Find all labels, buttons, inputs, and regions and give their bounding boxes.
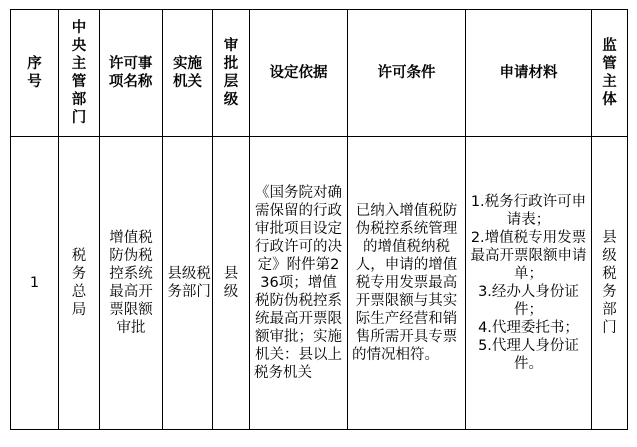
header-materials: 申请材料	[466, 10, 592, 137]
header-item-name: 许可事项名称	[100, 10, 163, 137]
material-item: 4.代理委托书；	[478, 320, 579, 336]
material-item: 5.代理人身份证件。	[478, 338, 579, 372]
cell-materials	[466, 137, 592, 430]
header-impl-org: 实施机关	[163, 10, 213, 137]
cell-central-dept: 税务总局	[59, 137, 100, 430]
cell-impl-org: 县级税务部门	[163, 137, 213, 430]
material-item: 2.增值税专用发票最高开票限额申请单；	[470, 230, 587, 282]
cell-basis: 《国务院对确需保留的行政审批项目设定行政许可的决定》附件第236项；增值税防伪税控系统最高开票限额审批；实施机关：县以上税务机关	[250, 137, 348, 430]
material-item: 3.经办人身份证件；	[478, 284, 579, 318]
cell-item-name: 增值税防伪税控系统最高开票限额审批	[100, 137, 163, 430]
cell-seq: 1	[11, 137, 59, 430]
header-supervisor: 监管主体	[592, 10, 628, 137]
cell-conditions: 已纳入增值税防伪税控系统管理的增值税纳税人，申请的增值税专用发票最高开票限额与其实际生产经营和销售所需开具专票的情况相符。	[348, 137, 466, 430]
table-row	[11, 137, 628, 430]
header-row	[11, 10, 628, 137]
header-conditions: 许可条件	[348, 10, 466, 137]
header-approval-level: 审批层级	[213, 10, 250, 137]
material-item: 1.税务行政许可申请表；	[470, 194, 587, 228]
header-seq: 序号	[11, 10, 59, 137]
header-basis: 设定依据	[250, 10, 348, 137]
header-central-dept: 中央主管部门	[59, 10, 100, 137]
cell-supervisor: 县级税务部门	[592, 137, 628, 430]
permit-table	[10, 9, 628, 430]
cell-approval-level: 县级	[213, 137, 250, 430]
